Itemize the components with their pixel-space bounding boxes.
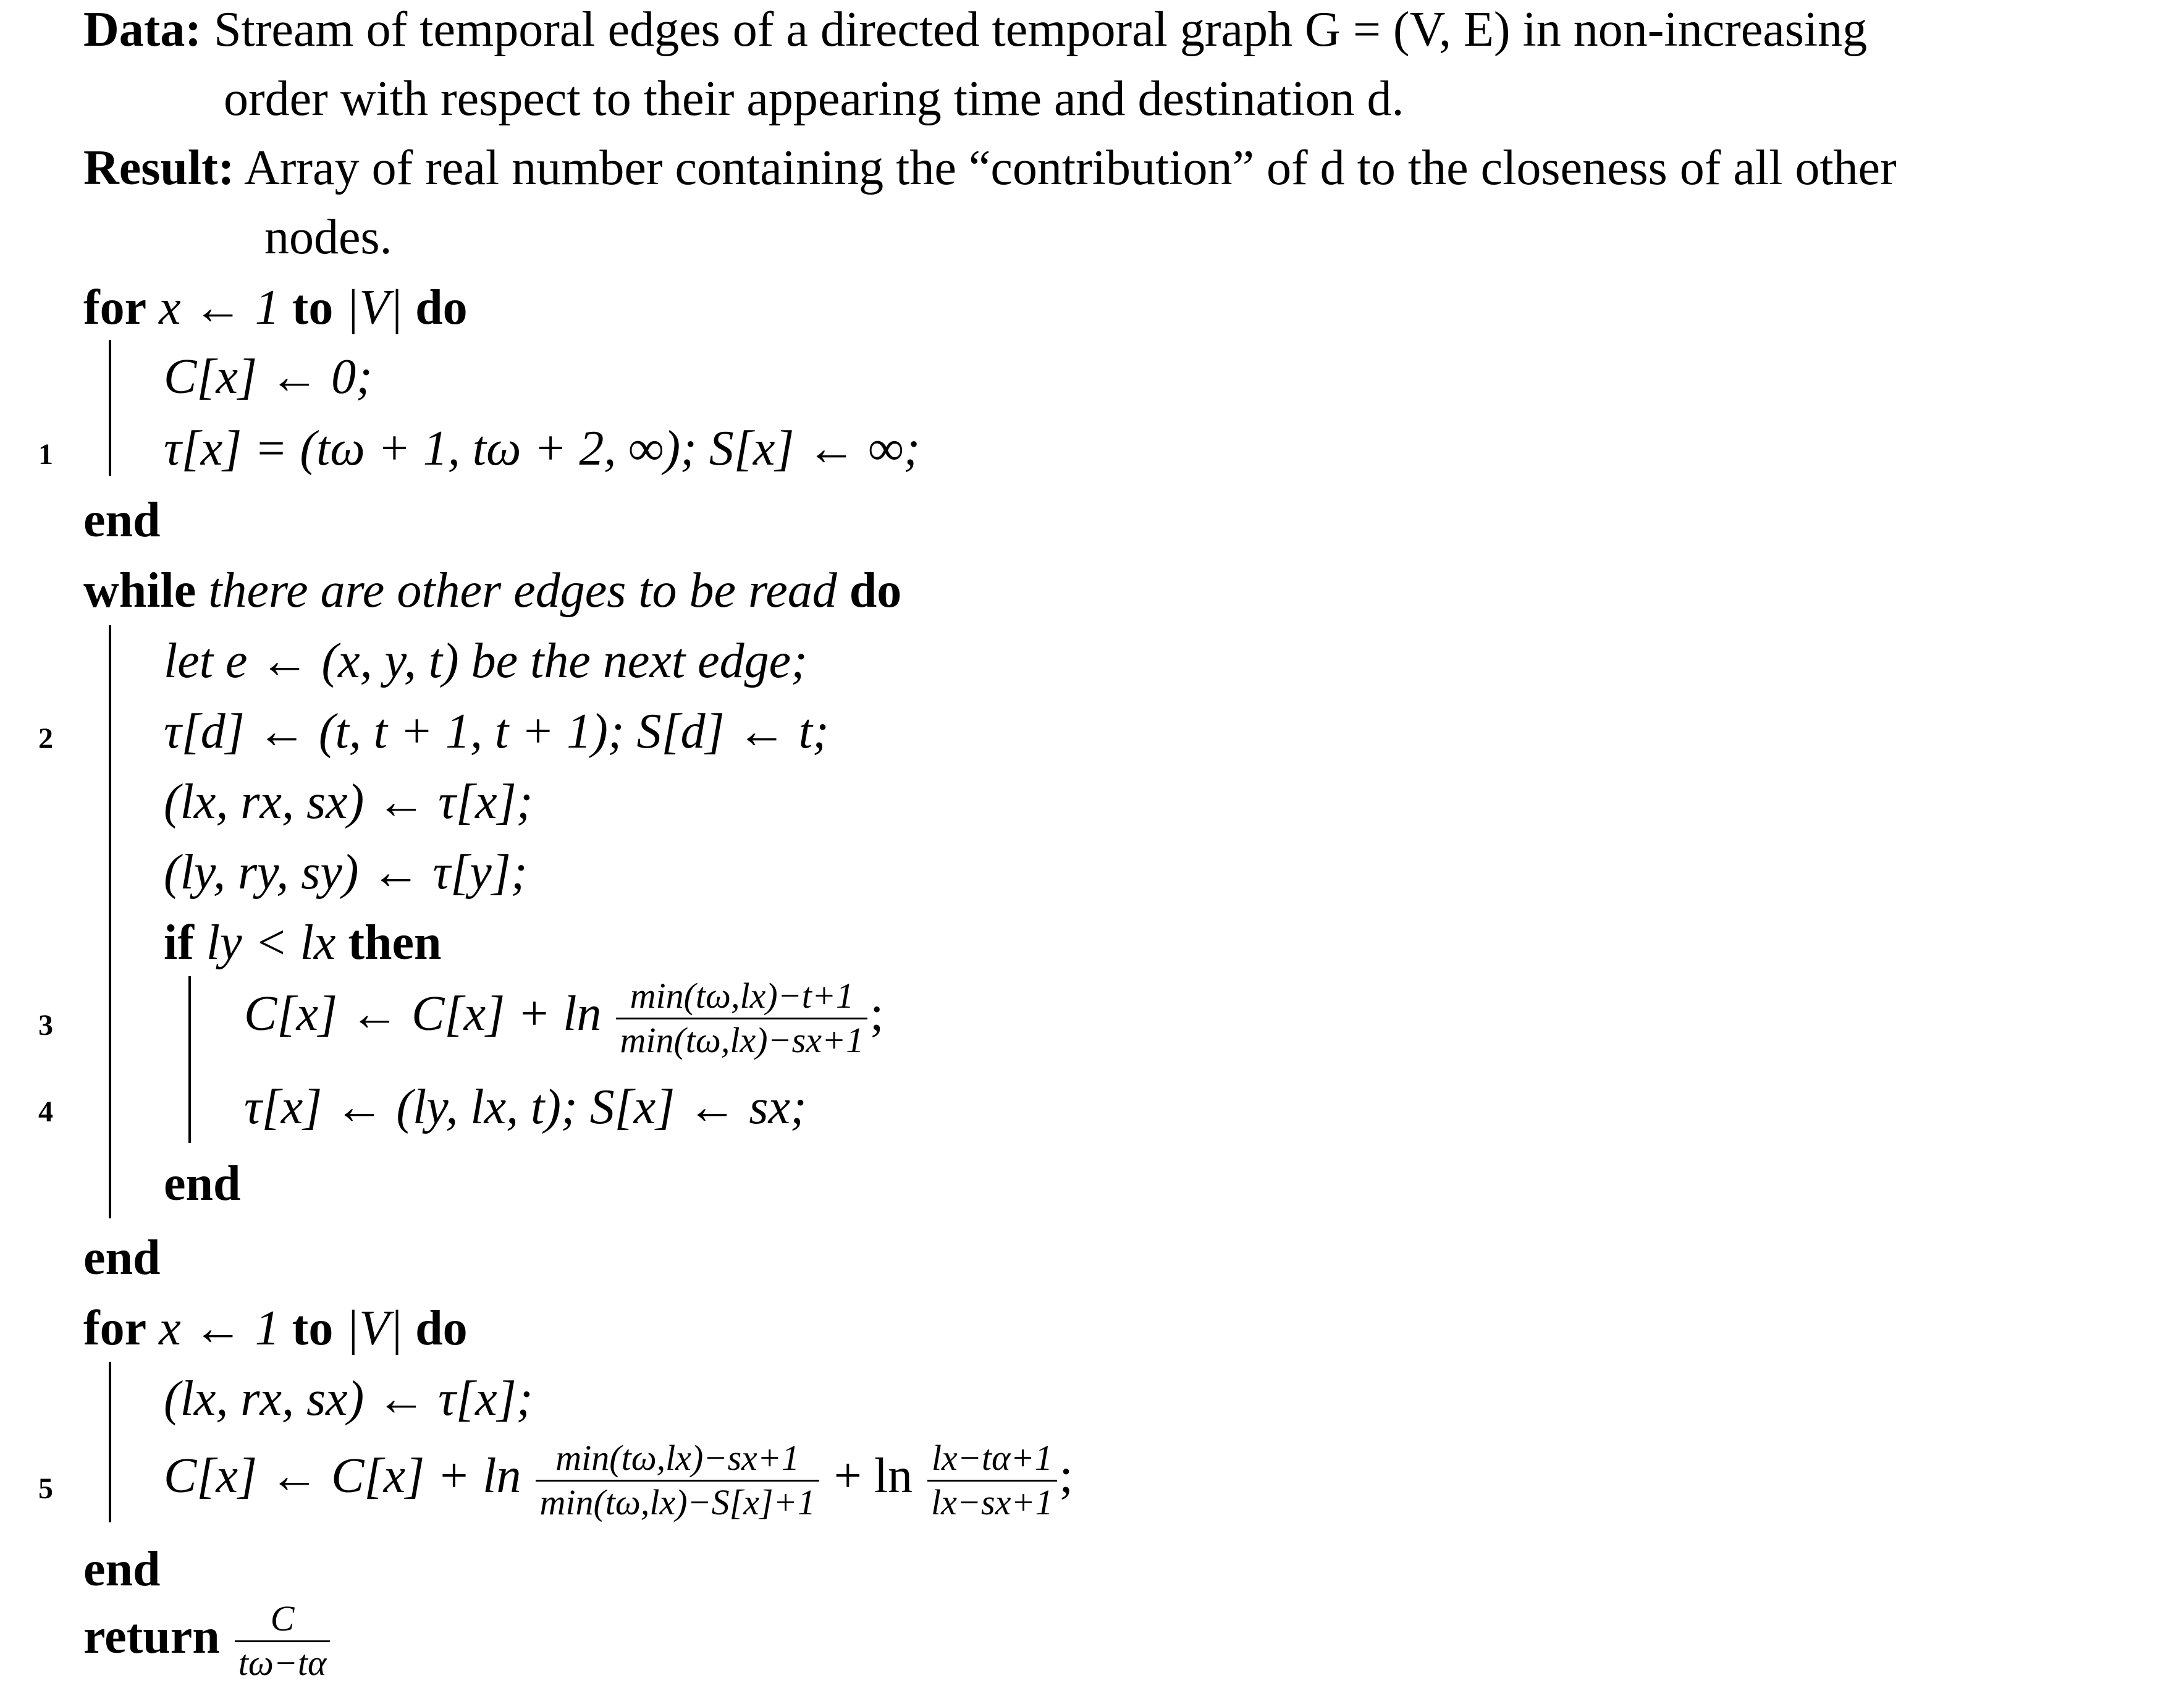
return-numerator: C: [235, 1600, 331, 1642]
result-description-1: Array of real number containing the “contribution” of d to the closeness of all other: [244, 141, 1897, 195]
loop2-frac2-numerator: lx−tα+1: [927, 1440, 1056, 1482]
loop2-final-prefix: C[x] ← C[x] + ln: [164, 1448, 521, 1503]
loop2-stmt-final: C[x] ← C[x] + ln $\frac{\min(t\omega,lx)-sx+1}{\min(t\omega,lx)-S[x]+1}$ + ln $\frac{lx-t\alpha+1}{lx-sx+1}$ ;: [164, 1438, 1073, 1522]
loop1-stmt-init-c: C[x] ← 0;: [164, 350, 373, 404]
return-statement: [83, 1600, 332, 1682]
result-label: Result:: [83, 141, 235, 195]
kw-to: to: [292, 280, 334, 335]
loop2-fraction-2: [927, 1440, 1056, 1522]
loop2-stmt-unpack: (lx, rx, sx) ← τ[x];: [164, 1372, 533, 1426]
kw-then: then: [348, 916, 442, 970]
data-label: Data:: [83, 2, 202, 57]
loop1-var: x ← 1: [159, 280, 280, 335]
loop2-frac1-numerator: min(tω,lx)−sx+1: [536, 1440, 819, 1482]
loop2-frac2-denominator: lx−sx+1: [931, 1482, 1053, 1522]
kw-do: do: [415, 280, 468, 335]
loop2-var: x ← 1: [159, 1301, 280, 1356]
kw-to-2: to: [292, 1301, 334, 1356]
if-stmt-update-tau: τ[x] ← (ly, lx, t); S[x] ← sx;: [244, 1080, 807, 1134]
loop1-block-bar: [109, 340, 111, 476]
if-block-bar: [188, 976, 191, 1143]
result-description-2: nodes.: [264, 210, 392, 264]
return-fraction: [235, 1600, 331, 1682]
kw-return: return: [83, 1609, 220, 1664]
if-header: [164, 918, 441, 968]
kw-do-2: do: [415, 1301, 468, 1356]
data-line-2: [224, 74, 1404, 124]
while-end: end: [83, 1231, 161, 1285]
result-line-2: [264, 210, 392, 264]
loop2-fraction-1: [536, 1440, 819, 1522]
kw-do-while: do: [849, 563, 902, 618]
line-number-5: 5: [38, 1472, 53, 1505]
while-loop-header: [83, 563, 902, 618]
line-number-2: 2: [38, 722, 53, 755]
if-end: end: [164, 1157, 241, 1211]
if-stmt-update-c: C[x] ← C[x] + ln $\frac{\min(t\omega,lx)-t+1}{\min(t\omega,lx)-sx+1}$ ;: [244, 976, 884, 1060]
kw-if: if: [164, 916, 194, 970]
if-update-c-prefix: C[x] ← C[x] + ln: [244, 986, 602, 1041]
loop2-block-bar: [109, 1362, 111, 1522]
loop2-plus-ln: + ln: [833, 1448, 913, 1503]
loop1-stmt-init-tau: τ[x] = (tω + 1, tω + 2, ∞); S[x] ← ∞;: [164, 421, 921, 476]
while-condition: there are other edges to be read: [208, 563, 837, 618]
while-stmt-unpack-x: (lx, rx, sx) ← τ[x];: [164, 775, 533, 829]
loop2-bound: |V|: [345, 1301, 403, 1356]
while-block-bar: [109, 625, 111, 1218]
line-number-3: 3: [38, 1009, 53, 1042]
result-line-1: [83, 143, 1897, 193]
return-denominator: tω−tα: [238, 1642, 327, 1683]
loop2-frac1-denominator: min(tω,lx)−S[x]+1: [539, 1482, 816, 1522]
data-description-2: order with respect to their appearing time and destination d.: [224, 72, 1404, 126]
data-line-1: [83, 2, 1868, 57]
if-condition: ly < lx: [206, 916, 336, 970]
while-stmt-let: let e ← (x, y, t) be the next edge;: [164, 634, 807, 688]
if-update-c-numerator: min(tω,lx)−t+1: [616, 977, 867, 1019]
kw-while: while: [83, 563, 196, 618]
while-stmt-tau-d: τ[d] ← (t, t + 1, t + 1); S[d] ← t;: [164, 704, 829, 759]
while-stmt-unpack-y: (ly, ry, sy) ← τ[y];: [164, 845, 528, 900]
line-number-4: 4: [38, 1095, 53, 1128]
line-number-1: 1: [38, 438, 53, 471]
for-loop-2-header: [83, 1301, 468, 1356]
loop2-end: end: [83, 1542, 161, 1597]
kw-for: for: [83, 280, 147, 335]
kw-for-2: for: [83, 1301, 147, 1356]
if-update-c-denominator: min(tω,lx)−sx+1: [620, 1019, 864, 1060]
loop1-bound: |V|: [345, 280, 403, 335]
loop1-end: end: [83, 493, 161, 547]
for-loop-1-header: [83, 280, 468, 335]
if-update-c-fraction: [616, 977, 867, 1060]
data-description-1: Stream of temporal edges of a directed temporal graph G = (V, E) in non-increasing: [214, 2, 1868, 57]
